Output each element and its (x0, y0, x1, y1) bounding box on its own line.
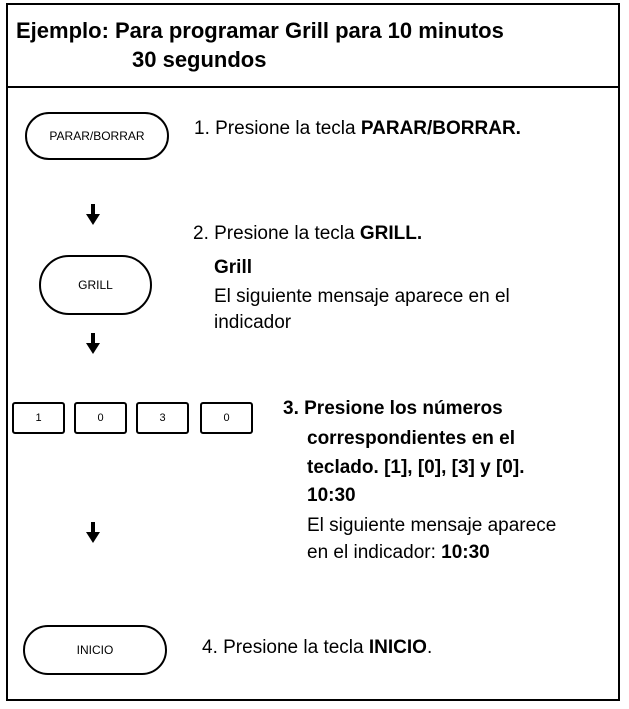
step1-key-name: PARAR/BORRAR. (360, 118, 521, 139)
inicio-key[interactable] (23, 625, 167, 675)
step2-message-line2: indicador (214, 312, 292, 333)
number-key-0[interactable] (74, 402, 127, 434)
step3-message-line2: en el indicador: 10:30 (307, 542, 490, 563)
inicio-key-label: INICIO (76, 643, 114, 657)
grill-key-label: GRILL (78, 278, 113, 292)
step3-line3: teclado. [1], [0], [3] y [0]. (307, 457, 525, 478)
number-key-3[interactable] (136, 402, 189, 434)
step3-line1: 3. Presione los números (283, 398, 503, 419)
step3-message-value: 10:30 (441, 542, 490, 563)
step3-display-value: 10:30 (307, 485, 356, 506)
header-title-line1: Ejemplo: Para programar Grill para 10 minutos (16, 18, 504, 43)
step3-line2: correspondientes en el (307, 428, 516, 449)
step4-instruction: 4. Presione la tecla INICIO. (202, 637, 433, 658)
number-key-label: 3 (159, 412, 166, 424)
step2-display-word: Grill (214, 257, 253, 278)
number-key-label: 1 (35, 412, 42, 424)
example-header (8, 5, 618, 88)
step2-instruction: 2. Presione la tecla GRILL. (193, 223, 423, 244)
number-key-0-second[interactable] (200, 402, 253, 434)
step2-message-line1: El siguiente mensaje aparece en el (214, 286, 510, 307)
parar-borrar-key[interactable] (25, 112, 169, 160)
step2-key-name: GRILL. (359, 223, 423, 244)
down-arrow-icon (86, 522, 100, 544)
number-key-label: 0 (223, 412, 230, 424)
number-key-1[interactable] (12, 402, 65, 434)
down-arrow-icon (86, 204, 100, 226)
step3-message-line1: El siguiente mensaje aparece (307, 515, 557, 536)
step1-instruction: 1. Presione la tecla PARAR/BORRAR. (194, 118, 521, 139)
down-arrow-icon (86, 333, 100, 355)
header-title-line2: 30 segundos (132, 47, 267, 72)
number-key-label: 0 (97, 412, 104, 424)
step4-key-name: INICIO (368, 637, 427, 658)
grill-key[interactable] (39, 255, 152, 315)
parar-borrar-key-label: PARAR/BORRAR (49, 129, 145, 143)
